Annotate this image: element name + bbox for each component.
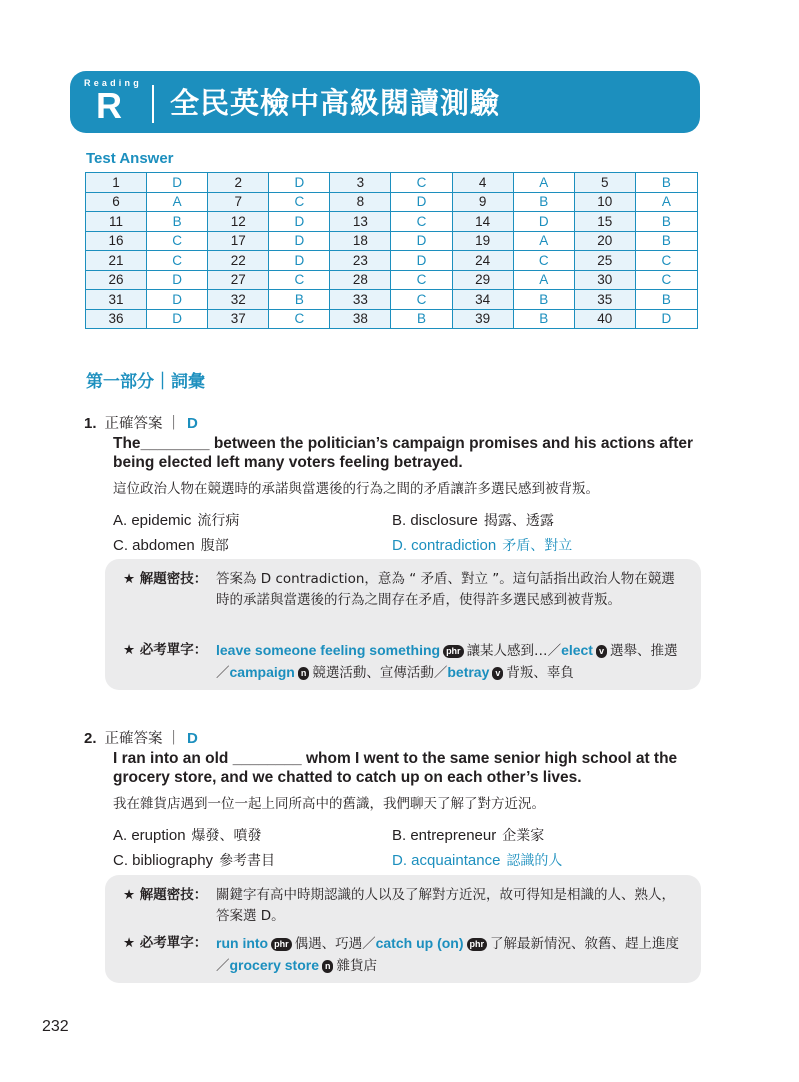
answer-letter-cell: A [147, 192, 208, 212]
answer-letter-cell: C [147, 231, 208, 251]
answer-number-cell: 23 [330, 251, 391, 271]
banner-title: 全民英檢中高級閱讀測驗 [170, 86, 501, 120]
option-english: B. entrepreneur [392, 827, 497, 844]
answer-letter-cell: B [635, 212, 697, 232]
sentence-start: I ran into an old [113, 750, 233, 767]
answer-number-cell: 11 [86, 212, 147, 232]
sentence-blank: ________ [232, 750, 302, 767]
answer-letter-cell: D [269, 251, 330, 271]
verb-icon: v [596, 645, 607, 658]
answer-letter-cell: A [513, 231, 574, 251]
answer-letter-cell: B [513, 290, 574, 310]
answer-number-cell: 14 [452, 212, 513, 232]
answer-letter-cell: B [513, 309, 574, 329]
correct-answer-label: 正確答案 [104, 731, 163, 747]
answer-number-cell: 2 [208, 173, 269, 193]
correct-answer-letter: D [187, 415, 198, 432]
vocab-meaning: 競選活動、宣傳活動 [312, 665, 434, 681]
answer-key-body [86, 173, 698, 329]
answer-letter-cell: B [147, 212, 208, 232]
option-a [113, 825, 262, 845]
answer-number-cell: 31 [86, 290, 147, 310]
answer-number-cell: 30 [574, 270, 635, 290]
answer-row [86, 212, 698, 232]
answer-number-cell: 24 [452, 251, 513, 271]
option-chinese: 企業家 [502, 828, 545, 844]
answer-number-cell: 33 [330, 290, 391, 310]
vocab-word: leave someone feeling something [216, 642, 441, 658]
vocab-word: elect [561, 642, 593, 658]
answer-number-cell: 37 [208, 309, 269, 329]
answer-number-cell: 21 [86, 251, 147, 271]
tip-text: 關鍵字有高中時期認識的人以及了解對方近況，故可得知是相識的人、熟人，答案選 D。 [216, 887, 675, 924]
answer-number-cell: 22 [208, 251, 269, 271]
answer-letter-cell: B [635, 173, 697, 193]
answer-row [86, 231, 698, 251]
answer-number-cell: 29 [452, 270, 513, 290]
answer-letter-cell: D [147, 290, 208, 310]
question-header [84, 727, 198, 748]
tip-text: 答案為 D contradiction，意為 “ 矛盾、對立 ”。這句話指出政治人物在競選時的承諾與當選後的行為之間存在矛盾，使得許多選民感到被背叛。 [216, 571, 675, 608]
tip-label: ★ 解題密技： [123, 571, 208, 587]
answer-letter-cell: C [269, 192, 330, 212]
option-chinese: 流行病 [197, 513, 240, 529]
answer-number-cell: 6 [86, 192, 147, 212]
vocab-word: run into [216, 935, 269, 951]
option-d-correct [392, 850, 562, 870]
option-d-correct [392, 535, 572, 555]
answer-row [86, 192, 698, 212]
answer-letter-cell: D [635, 309, 697, 329]
answer-letter-cell: C [635, 270, 697, 290]
option-b [392, 510, 554, 530]
option-b [392, 825, 544, 845]
explanation-box-2 [105, 875, 701, 983]
answer-number-cell: 36 [86, 309, 147, 329]
vocab-label: ★ 必考單字： [123, 935, 208, 951]
part-title: 第一部分｜詞彙 [86, 372, 205, 392]
phrase-icon: phr [271, 938, 292, 951]
answer-number-cell: 27 [208, 270, 269, 290]
verb-icon: v [492, 667, 503, 680]
correct-answer-label: 正確答案 [104, 416, 163, 432]
separator: ／ [362, 936, 376, 952]
answer-letter-cell: C [391, 270, 452, 290]
option-c [113, 535, 229, 555]
option-english: A. eruption [113, 827, 186, 844]
vocab-word: catch up (on) [375, 935, 464, 951]
answer-number-cell: 13 [330, 212, 391, 232]
question-translation: 這位政治人物在競選時的承諾與當選後的行為之間的矛盾讓許多選民感到被背叛。 [113, 481, 599, 497]
answer-letter-cell: C [391, 173, 452, 193]
vocab-text [216, 640, 686, 684]
question-translation: 我在雜貨店遇到一位一起上同所高中的舊識，我們聊天了解了對方近況。 [113, 796, 545, 812]
answer-key-table [85, 172, 698, 329]
answer-row [86, 309, 698, 329]
answer-number-cell: 34 [452, 290, 513, 310]
answer-number-cell: 8 [330, 192, 391, 212]
answer-letter-cell: C [269, 309, 330, 329]
answer-letter-cell: A [513, 173, 574, 193]
vocab-word: grocery store [229, 957, 319, 973]
answer-number-cell: 12 [208, 212, 269, 232]
answer-letter-cell: D [391, 251, 452, 271]
answer-number-cell: 16 [86, 231, 147, 251]
vocab-meaning: 選舉、推選 [610, 643, 678, 659]
option-english: C. bibliography [113, 852, 214, 869]
option-chinese: 揭露、透露 [483, 513, 554, 529]
separator: ／ [216, 665, 230, 681]
noun-icon: n [298, 667, 310, 680]
separator-bar: ｜ [166, 416, 182, 432]
answer-letter-cell: B [269, 290, 330, 310]
answer-letter-cell: D [147, 173, 208, 193]
answer-number-cell: 4 [452, 173, 513, 193]
answer-number-cell: 5 [574, 173, 635, 193]
separator-bar: ｜ [166, 731, 182, 747]
answer-number-cell: 19 [452, 231, 513, 251]
answer-row [86, 251, 698, 271]
vocab-meaning: 雜貨店 [336, 958, 377, 974]
banner-letter: R [96, 85, 122, 126]
answer-letter-cell: C [391, 290, 452, 310]
answer-number-cell: 15 [574, 212, 635, 232]
test-answer-label: Test Answer [86, 150, 174, 167]
answer-number-cell: 9 [452, 192, 513, 212]
explanation-box-1 [105, 559, 701, 690]
vocab-word: betray [447, 664, 490, 680]
answer-number-cell: 18 [330, 231, 391, 251]
answer-letter-cell: C [391, 212, 452, 232]
page-number: 232 [42, 1018, 69, 1035]
answer-number-cell: 17 [208, 231, 269, 251]
answer-letter-cell: B [391, 309, 452, 329]
option-chinese: 矛盾、對立 [502, 538, 573, 554]
answer-row [86, 270, 698, 290]
answer-letter-cell: C [635, 251, 697, 271]
option-chinese: 認識的人 [506, 853, 563, 869]
option-english: D. contradiction [392, 537, 497, 554]
answer-letter-cell: D [147, 270, 208, 290]
answer-number-cell: 20 [574, 231, 635, 251]
answer-number-cell: 32 [208, 290, 269, 310]
vocab-word: campaign [229, 664, 295, 680]
sentence-blank: ________ [140, 435, 210, 452]
option-chinese: 參考書目 [219, 853, 276, 869]
answer-row [86, 173, 698, 193]
separator: ／ [433, 665, 448, 681]
answer-letter-cell: B [513, 192, 574, 212]
answer-letter-cell: B [635, 290, 697, 310]
option-chinese: 爆發、噴發 [191, 828, 262, 844]
answer-row [86, 290, 698, 310]
answer-letter-cell: C [513, 251, 574, 271]
question-header [84, 412, 198, 433]
question-number: 1. [84, 415, 97, 432]
answer-letter-cell: B [635, 231, 697, 251]
option-english: A. epidemic [113, 512, 192, 529]
vocab-meaning: 讓某人感到… [466, 643, 548, 659]
question-sentence [113, 749, 713, 787]
answer-letter-cell: A [635, 192, 697, 212]
correct-answer-letter: D [187, 730, 198, 747]
question-number: 2. [84, 730, 97, 747]
answer-number-cell: 10 [574, 192, 635, 212]
answer-letter-cell: D [391, 231, 452, 251]
sentence-start: The [113, 435, 141, 452]
answer-number-cell: 26 [86, 270, 147, 290]
answer-number-cell: 1 [86, 173, 147, 193]
noun-icon: n [322, 960, 334, 973]
option-a [113, 510, 239, 530]
banner-reading-label: Reading [84, 78, 142, 88]
option-english: B. disclosure [392, 512, 478, 529]
answer-letter-cell: D [269, 212, 330, 232]
vocab-label: ★ 必考單字： [123, 642, 208, 658]
answer-letter-cell: D [269, 173, 330, 193]
phrase-icon: phr [443, 645, 464, 658]
option-english: C. abdomen [113, 537, 195, 554]
chapter-banner [70, 71, 700, 133]
option-english: D. acquaintance [392, 852, 501, 869]
answer-number-cell: 25 [574, 251, 635, 271]
answer-number-cell: 28 [330, 270, 391, 290]
question-sentence [113, 434, 713, 472]
answer-number-cell: 40 [574, 309, 635, 329]
answer-letter-cell: A [513, 270, 574, 290]
vocab-meaning: 偶遇、巧遇 [294, 936, 363, 952]
sentence-end: between the politician’s campaign promises and his actions after being elected left many voters feeling betrayed. [113, 435, 694, 471]
answer-letter-cell: D [147, 309, 208, 329]
tip-label: ★ 解題密技： [123, 887, 208, 903]
phrase-icon: phr [467, 938, 488, 951]
vocab-text [216, 933, 686, 977]
answer-letter-cell: C [147, 251, 208, 271]
vocab-meaning: 背叛、辜負 [506, 665, 574, 681]
answer-number-cell: 3 [330, 173, 391, 193]
vocab-meaning: 了解最新情況、敘舊、趕上進度 [490, 936, 679, 952]
answer-letter-cell: C [269, 270, 330, 290]
answer-number-cell: 38 [330, 309, 391, 329]
separator: ／ [216, 958, 230, 974]
answer-letter-cell: D [513, 212, 574, 232]
answer-letter-cell: D [391, 192, 452, 212]
answer-letter-cell: D [269, 231, 330, 251]
banner-divider [152, 85, 154, 123]
option-chinese: 腹部 [200, 538, 229, 554]
answer-number-cell: 39 [452, 309, 513, 329]
separator: ／ [547, 643, 562, 659]
option-c [113, 850, 275, 870]
sentence-end: whom I went to the same senior high school at the grocery store, and we chatted to catch up on each other’s lives. [113, 750, 678, 786]
answer-number-cell: 7 [208, 192, 269, 212]
answer-number-cell: 35 [574, 290, 635, 310]
